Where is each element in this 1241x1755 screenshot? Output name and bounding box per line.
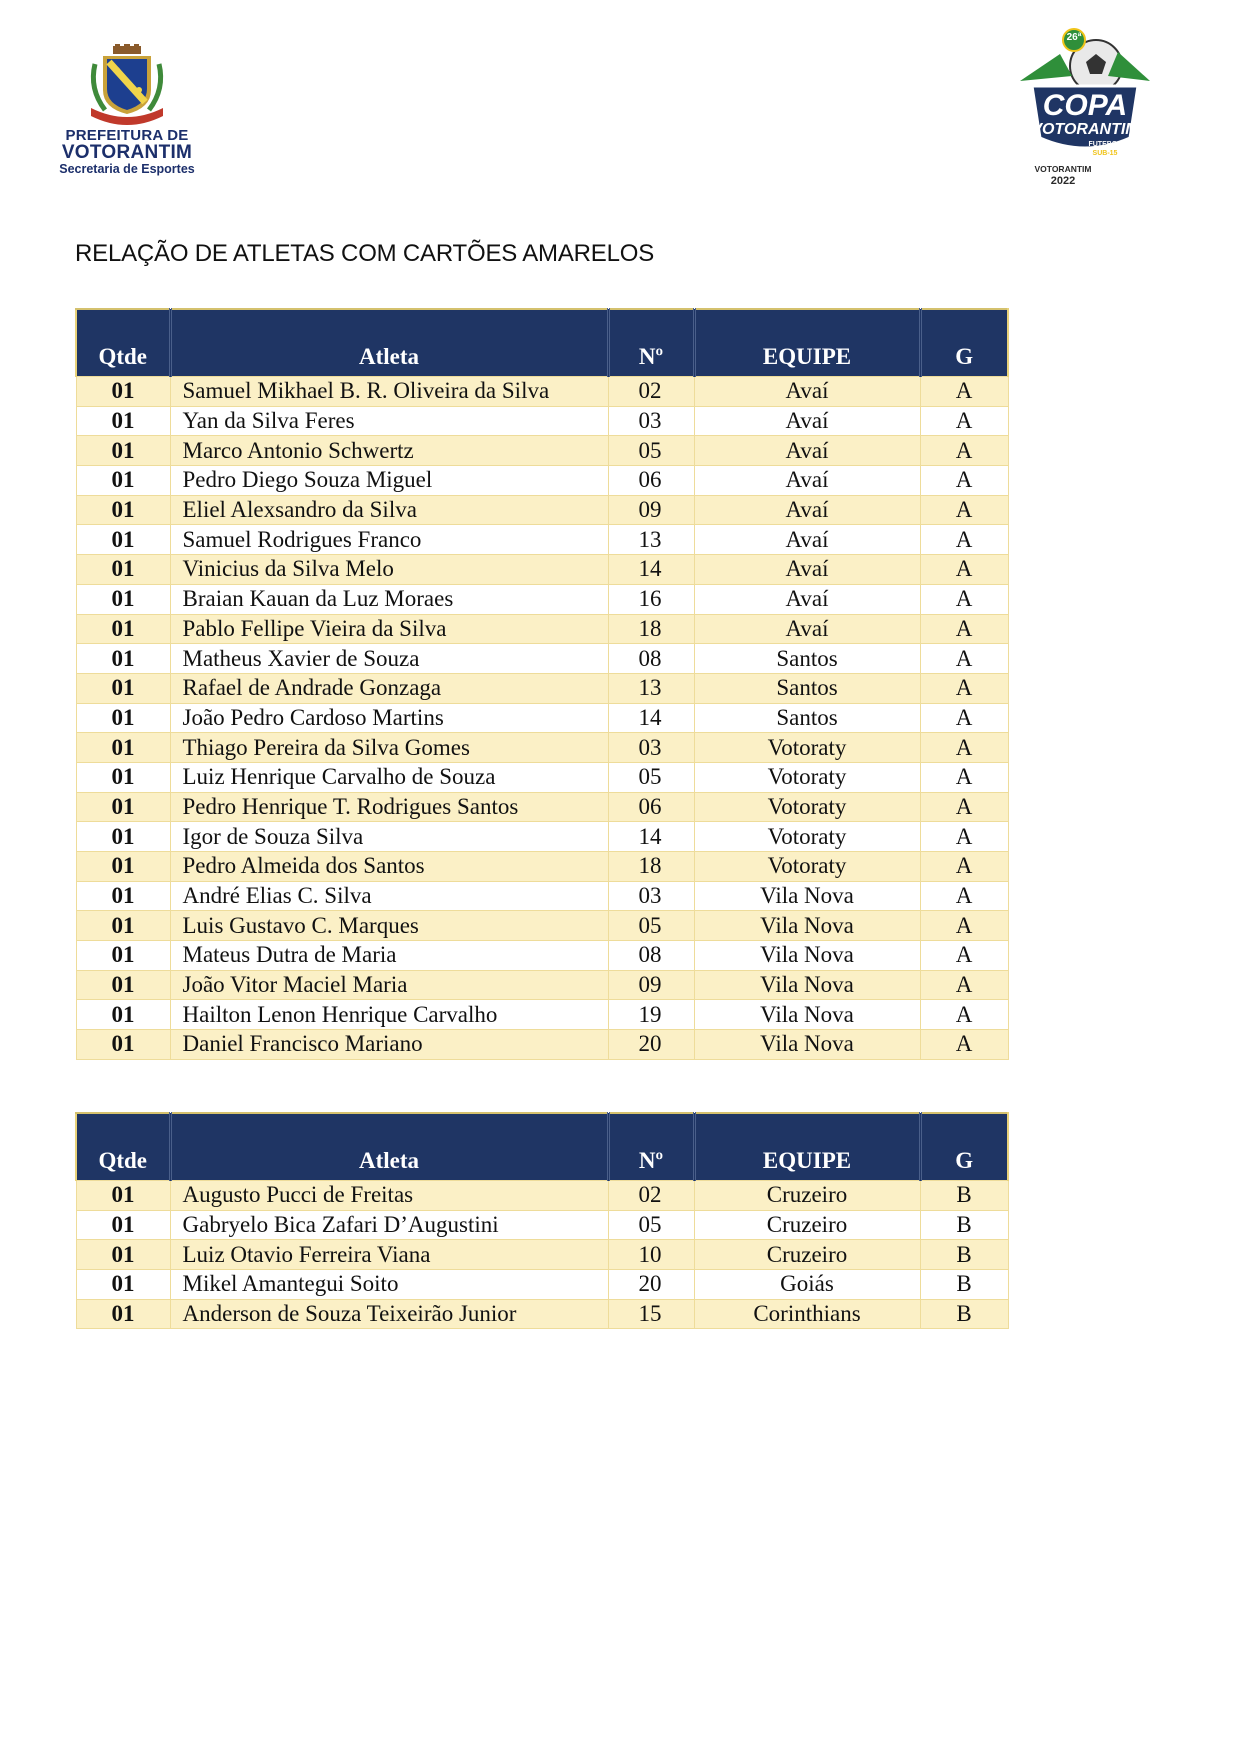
- cell-equipe: Vila Nova: [694, 881, 920, 911]
- column-header-grupo: G: [920, 1113, 1008, 1181]
- cell-atleta: Augusto Pucci de Freitas: [170, 1181, 608, 1211]
- cell-grupo: B: [920, 1240, 1008, 1270]
- cell-grupo: A: [920, 970, 1008, 1000]
- table-row: [76, 1270, 1008, 1300]
- cell-atleta: João Pedro Cardoso Martins: [170, 703, 608, 733]
- table-row: [76, 644, 1008, 674]
- cell-qtde: 01: [76, 495, 170, 525]
- column-header-numero: Nº: [608, 309, 694, 377]
- cell-qtde: 01: [76, 792, 170, 822]
- cell-grupo: A: [920, 377, 1008, 407]
- prefeitura-logo: [52, 44, 202, 177]
- cell-numero: 03: [608, 881, 694, 911]
- table-row: [76, 377, 1008, 407]
- cell-grupo: A: [920, 495, 1008, 525]
- table-body: [76, 1181, 1008, 1329]
- cell-numero: 06: [608, 466, 694, 496]
- cell-equipe: Vila Nova: [694, 970, 920, 1000]
- cell-grupo: B: [920, 1210, 1008, 1240]
- prefeitura-line1: PREFEITURA DE: [65, 127, 189, 144]
- copa-edition: 26ª: [1066, 32, 1082, 43]
- cell-atleta: Igor de Souza Silva: [170, 822, 608, 852]
- cell-grupo: A: [920, 881, 1008, 911]
- cell-numero: 05: [608, 911, 694, 941]
- cell-qtde: 01: [76, 733, 170, 763]
- cell-atleta: Gabryelo Bica Zafari D’Augustini: [170, 1210, 608, 1240]
- cell-grupo: A: [920, 703, 1008, 733]
- cell-atleta: Pedro Almeida dos Santos: [170, 852, 608, 882]
- cell-equipe: Vila Nova: [694, 1030, 920, 1060]
- cell-grupo: A: [920, 466, 1008, 496]
- cell-equipe: Santos: [694, 703, 920, 733]
- cell-qtde: 01: [76, 555, 170, 585]
- cell-equipe: Santos: [694, 673, 920, 703]
- table-row: [76, 970, 1008, 1000]
- cell-grupo: A: [920, 822, 1008, 852]
- cell-qtde: 01: [76, 1299, 170, 1329]
- table-row: [76, 1210, 1008, 1240]
- table-row: [76, 822, 1008, 852]
- cell-qtde: 01: [76, 970, 170, 1000]
- prefeitura-line3: Secretaria de Esportes: [59, 162, 195, 176]
- cell-equipe: Cruzeiro: [694, 1181, 920, 1211]
- cell-qtde: 01: [76, 466, 170, 496]
- cell-grupo: A: [920, 911, 1008, 941]
- cell-equipe: Votoraty: [694, 762, 920, 792]
- cell-numero: 08: [608, 941, 694, 971]
- cell-equipe: Avaí: [694, 525, 920, 555]
- cell-numero: 13: [608, 673, 694, 703]
- cell-atleta: Luis Gustavo C. Marques: [170, 911, 608, 941]
- cell-equipe: Avaí: [694, 555, 920, 585]
- table-row: [76, 1240, 1008, 1270]
- cell-qtde: 01: [76, 614, 170, 644]
- cell-equipe: Santos: [694, 644, 920, 674]
- cell-numero: 09: [608, 495, 694, 525]
- cell-atleta: André Elias C. Silva: [170, 881, 608, 911]
- table-row: [76, 495, 1008, 525]
- cell-grupo: A: [920, 644, 1008, 674]
- cell-grupo: A: [920, 1030, 1008, 1060]
- cell-atleta: Braian Kauan da Luz Moraes: [170, 584, 608, 614]
- table-row: [76, 1030, 1008, 1060]
- cell-qtde: 01: [76, 941, 170, 971]
- cell-numero: 20: [608, 1030, 694, 1060]
- cell-qtde: 01: [76, 1210, 170, 1240]
- column-header-atleta: Atleta: [170, 1113, 608, 1181]
- cell-atleta: Samuel Rodrigues Franco: [170, 525, 608, 555]
- copa-city: VOTORANTIM: [1034, 164, 1092, 174]
- cell-atleta: Vinicius da Silva Melo: [170, 555, 608, 585]
- coat-of-arms-icon: [85, 44, 169, 126]
- cell-equipe: Vila Nova: [694, 911, 920, 941]
- table-row: [76, 733, 1008, 763]
- cell-equipe: Votoraty: [694, 822, 920, 852]
- cell-numero: 18: [608, 614, 694, 644]
- cell-numero: 15: [608, 1299, 694, 1329]
- column-header-qtde: Qtde: [76, 309, 170, 377]
- table-row: [76, 673, 1008, 703]
- cell-qtde: 01: [76, 1030, 170, 1060]
- cell-atleta: Mateus Dutra de Maria: [170, 941, 608, 971]
- column-header-numero: Nº: [608, 1113, 694, 1181]
- table-row: [76, 614, 1008, 644]
- cell-grupo: A: [920, 406, 1008, 436]
- cell-grupo: A: [920, 941, 1008, 971]
- cell-qtde: 01: [76, 525, 170, 555]
- cell-numero: 20: [608, 1270, 694, 1300]
- cell-numero: 16: [608, 584, 694, 614]
- cell-numero: 09: [608, 970, 694, 1000]
- cell-atleta: Eliel Alexsandro da Silva: [170, 495, 608, 525]
- cell-qtde: 01: [76, 584, 170, 614]
- cell-qtde: 01: [76, 406, 170, 436]
- cell-grupo: B: [920, 1299, 1008, 1329]
- cell-numero: 05: [608, 1210, 694, 1240]
- yellow-cards-table-group-b: [75, 1112, 1009, 1329]
- table-row: [76, 941, 1008, 971]
- cell-numero: 14: [608, 555, 694, 585]
- cell-grupo: A: [920, 792, 1008, 822]
- cell-grupo: A: [920, 762, 1008, 792]
- cell-equipe: Corinthians: [694, 1299, 920, 1329]
- cell-qtde: 01: [76, 673, 170, 703]
- cell-numero: 08: [608, 644, 694, 674]
- cell-qtde: 01: [76, 911, 170, 941]
- cell-atleta: Samuel Mikhael B. R. Oliveira da Silva: [170, 377, 608, 407]
- cell-grupo: A: [920, 525, 1008, 555]
- cell-grupo: A: [920, 555, 1008, 585]
- table-row: [76, 525, 1008, 555]
- cell-atleta: Mikel Amantegui Soito: [170, 1270, 608, 1300]
- column-header-grupo: G: [920, 309, 1008, 377]
- cell-grupo: A: [920, 673, 1008, 703]
- column-header-equipe: EQUIPE: [694, 1113, 920, 1181]
- table-row: [76, 703, 1008, 733]
- cell-equipe: Cruzeiro: [694, 1240, 920, 1270]
- cell-equipe: Avaí: [694, 436, 920, 466]
- cell-grupo: A: [920, 436, 1008, 466]
- cell-grupo: A: [920, 1000, 1008, 1030]
- cell-qtde: 01: [76, 703, 170, 733]
- document-title: RELAÇÃO DE ATLETAS COM CARTÕES AMARELOS: [75, 240, 655, 267]
- cell-atleta: Anderson de Souza Teixeirão Junior: [170, 1299, 608, 1329]
- cell-qtde: 01: [76, 822, 170, 852]
- cell-atleta: Pablo Fellipe Vieira da Silva: [170, 614, 608, 644]
- table-row: [76, 406, 1008, 436]
- cell-numero: 05: [608, 762, 694, 792]
- table-row: [76, 555, 1008, 585]
- copa-year: 2022: [1050, 175, 1076, 187]
- cell-equipe: Avaí: [694, 406, 920, 436]
- cell-atleta: João Vitor Maciel Maria: [170, 970, 608, 1000]
- cell-numero: 14: [608, 703, 694, 733]
- cell-numero: 13: [608, 525, 694, 555]
- cell-qtde: 01: [76, 1181, 170, 1211]
- cell-atleta: Luiz Henrique Carvalho de Souza: [170, 762, 608, 792]
- table-header-row: [76, 1113, 1008, 1181]
- cell-equipe: Avaí: [694, 466, 920, 496]
- column-header-equipe: EQUIPE: [694, 309, 920, 377]
- copa-sub1: FUTEBOL: [1088, 141, 1122, 148]
- cell-grupo: B: [920, 1270, 1008, 1300]
- prefeitura-line2: VOTORANTIM: [61, 142, 193, 163]
- cell-equipe: Avaí: [694, 614, 920, 644]
- cell-equipe: Cruzeiro: [694, 1210, 920, 1240]
- cell-qtde: 01: [76, 1000, 170, 1030]
- cell-equipe: Avaí: [694, 377, 920, 407]
- table-header-row: [76, 309, 1008, 377]
- cell-grupo: A: [920, 584, 1008, 614]
- cell-atleta: Marco Antonio Schwertz: [170, 436, 608, 466]
- cell-atleta: Hailton Lenon Henrique Carvalho: [170, 1000, 608, 1030]
- column-header-qtde: Qtde: [76, 1113, 170, 1181]
- cell-numero: 19: [608, 1000, 694, 1030]
- cell-qtde: 01: [76, 377, 170, 407]
- cell-equipe: Votoraty: [694, 792, 920, 822]
- cell-equipe: Votoraty: [694, 733, 920, 763]
- table-row: [76, 911, 1008, 941]
- cell-qtde: 01: [76, 881, 170, 911]
- table-row: [76, 881, 1008, 911]
- cell-atleta: Rafael de Andrade Gonzaga: [170, 673, 608, 703]
- yellow-cards-table-group-a: [75, 308, 1009, 1060]
- cell-numero: 10: [608, 1240, 694, 1270]
- cell-grupo: A: [920, 614, 1008, 644]
- cell-qtde: 01: [76, 1240, 170, 1270]
- table-row: [76, 584, 1008, 614]
- copa-votorantim-logo: [1000, 26, 1170, 196]
- table-body: [76, 377, 1008, 1060]
- cell-numero: 02: [608, 377, 694, 407]
- cell-equipe: Votoraty: [694, 852, 920, 882]
- cell-numero: 18: [608, 852, 694, 882]
- cell-qtde: 01: [76, 436, 170, 466]
- copa-word1: COPA: [1042, 89, 1128, 122]
- cell-qtde: 01: [76, 644, 170, 674]
- cell-atleta: Daniel Francisco Mariano: [170, 1030, 608, 1060]
- table-row: [76, 852, 1008, 882]
- cell-numero: 03: [608, 733, 694, 763]
- cell-atleta: Matheus Xavier de Souza: [170, 644, 608, 674]
- cell-atleta: Thiago Pereira da Silva Gomes: [170, 733, 608, 763]
- cell-numero: 14: [608, 822, 694, 852]
- cell-qtde: 01: [76, 1270, 170, 1300]
- table-row: [76, 1181, 1008, 1211]
- cell-atleta: Luiz Otavio Ferreira Viana: [170, 1240, 608, 1270]
- cell-atleta: Pedro Diego Souza Miguel: [170, 466, 608, 496]
- cell-numero: 03: [608, 406, 694, 436]
- table-row: [76, 466, 1008, 496]
- cell-qtde: 01: [76, 852, 170, 882]
- column-header-atleta: Atleta: [170, 309, 608, 377]
- cell-equipe: Vila Nova: [694, 1000, 920, 1030]
- cell-equipe: Goiás: [694, 1270, 920, 1300]
- cell-equipe: Avaí: [694, 584, 920, 614]
- cell-grupo: B: [920, 1181, 1008, 1211]
- cell-atleta: Pedro Henrique T. Rodrigues Santos: [170, 792, 608, 822]
- table-row: [76, 1299, 1008, 1329]
- cell-atleta: Yan da Silva Feres: [170, 406, 608, 436]
- cell-equipe: Vila Nova: [694, 941, 920, 971]
- cell-equipe: Avaí: [694, 495, 920, 525]
- copa-sub2: SUB-15: [1092, 150, 1118, 157]
- table-row: [76, 1000, 1008, 1030]
- cell-grupo: A: [920, 852, 1008, 882]
- table-row: [76, 436, 1008, 466]
- copa-word2: VOTORANTIM: [1031, 121, 1139, 138]
- cell-numero: 06: [608, 792, 694, 822]
- cell-numero: 02: [608, 1181, 694, 1211]
- table-row: [76, 762, 1008, 792]
- cell-grupo: A: [920, 733, 1008, 763]
- table-row: [76, 792, 1008, 822]
- cell-qtde: 01: [76, 762, 170, 792]
- cell-numero: 05: [608, 436, 694, 466]
